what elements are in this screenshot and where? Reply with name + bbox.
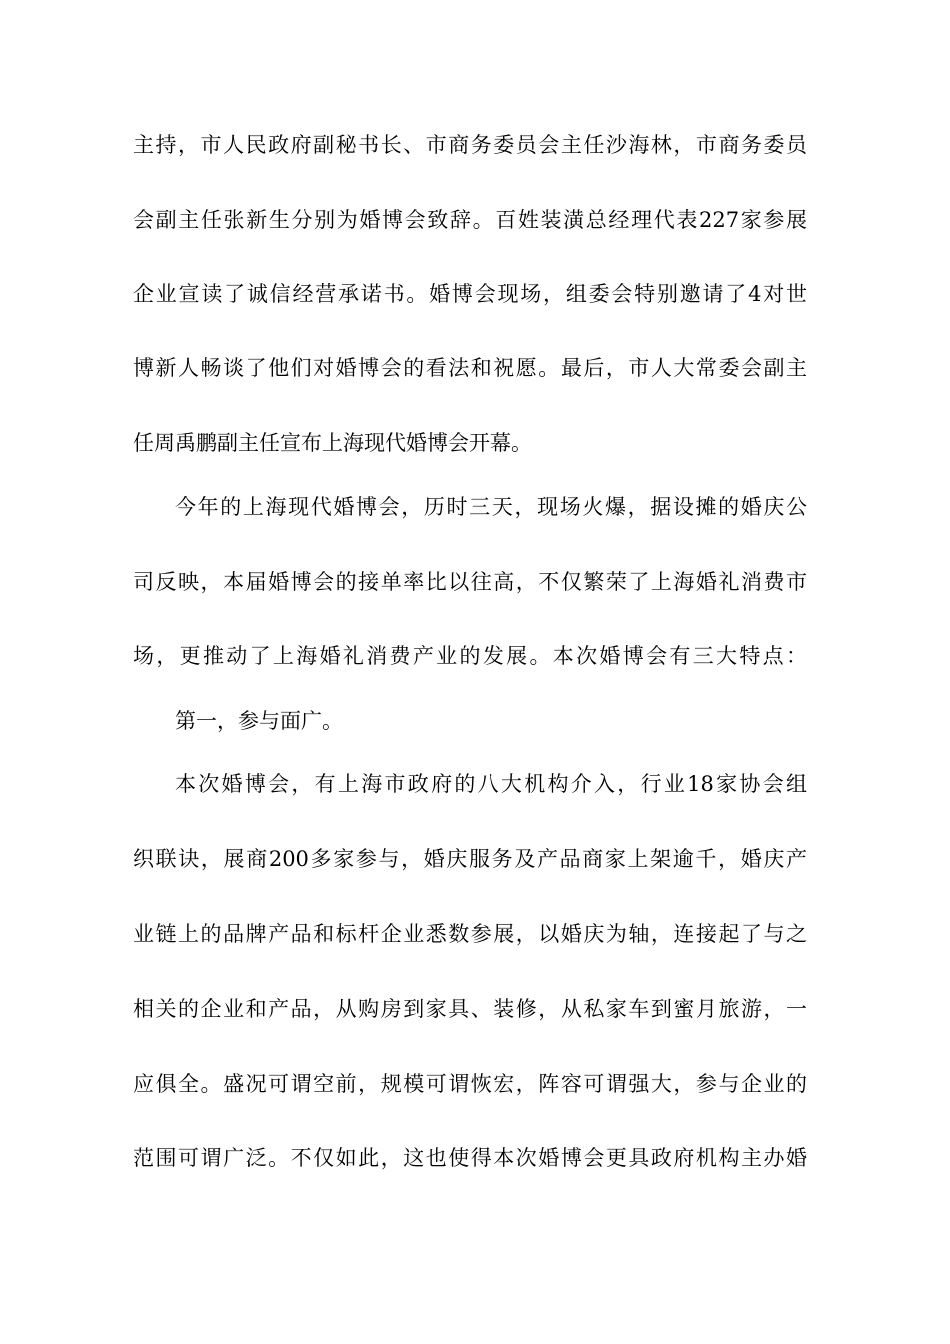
paragraph-1-line-5: 任周禹鹏副主任宣布上海现代婚博会开幕。 <box>133 431 532 455</box>
paragraph-1-line-2: 会副主任张新生分别为婚博会致辞。百姓装潢总经理代表227家参展 <box>133 208 807 232</box>
paragraph-4-line-4: 相关的企业和产品，从购房到家具、装修，从私家车到蜜月旅游，一 <box>133 997 807 1021</box>
paragraph-4-line-1: 本次婚博会，有上海市政府的八大机构介入，行业18家协会组 <box>175 772 807 796</box>
paragraph-2-line-2: 司反映，本届婚博会的接单率比以往高，不仅繁荣了上海婚礼消费市 <box>133 570 807 594</box>
paragraph-1-line-4: 博新人畅谈了他们对婚博会的看法和祝愿。最后，市人大常委会副主 <box>133 356 807 380</box>
paragraph-4-line-2: 织联诀，展商200多家参与，婚庆服务及产品商家上架逾千，婚庆产 <box>133 847 807 871</box>
paragraph-4-line-6: 范围可谓广泛。不仅如此，这也使得本次婚博会更具政府机构主办婚 <box>133 1146 807 1170</box>
paragraph-3-line-1: 第一，参与面广。 <box>175 709 343 733</box>
paragraph-4-line-5: 应俱全。盛况可谓空前，规模可谓恢宏，阵容可谓强大，参与企业的 <box>133 1072 807 1096</box>
paragraph-2-line-1: 今年的上海现代婚博会，历时三天，现场火爆，据设摊的婚庆公 <box>175 495 807 519</box>
paragraph-1-line-1: 主持，市人民政府副秘书长、市商务委员会主任沙海林，市商务委员 <box>133 133 807 157</box>
paragraph-4-line-3: 业链上的品牌产品和标杆企业悉数参展，以婚庆为轴，连接起了与之 <box>133 922 807 946</box>
paragraph-1-line-3: 企业宣读了诚信经营承诺书。婚博会现场，组委会特别邀请了4对世 <box>133 282 807 306</box>
paragraph-2-line-3: 场，更推动了上海婚礼消费产业的发展。本次婚博会有三大特点： <box>133 644 807 668</box>
